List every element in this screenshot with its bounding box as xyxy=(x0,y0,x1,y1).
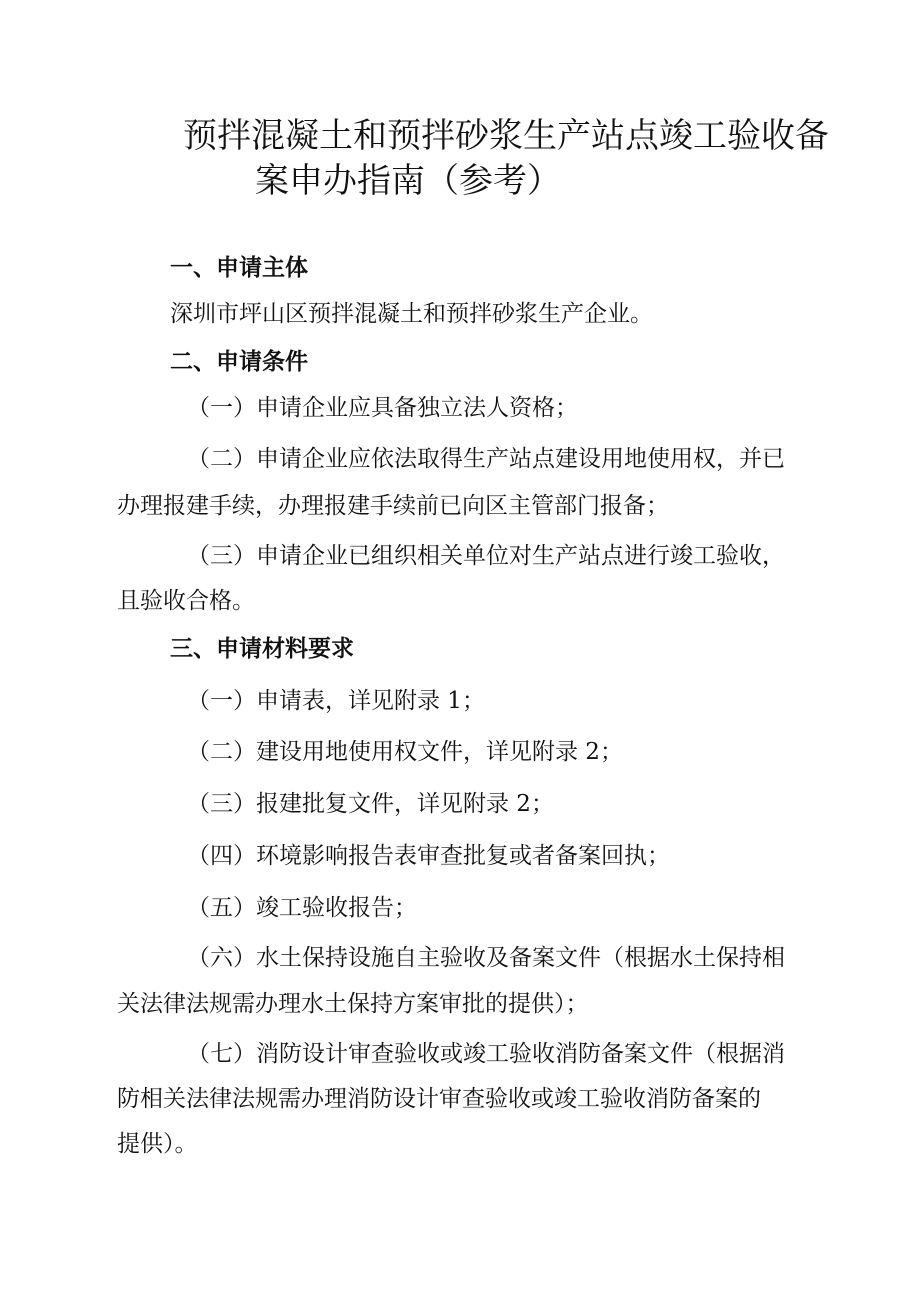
section-3-item-3: （三）报建批复文件，详见附录 2； xyxy=(187,791,554,817)
section-3-item-7-line-2: 防相关法律法规需办理消防设计审查验收或竣工验收消防备案的 xyxy=(117,1086,761,1112)
section-3-item-6-line-2: 关法律法规需办理水土保持方案审批的提供）； xyxy=(117,991,589,1017)
section-3-item-7-line-1: （七）消防设计审查验收或竣工验收消防备案文件（根据消 xyxy=(187,1041,785,1067)
section-3-item-2: （二）建设用地使用权文件，详见附录 2； xyxy=(187,739,623,765)
document-title-line-2: 案申办指南（参考） xyxy=(255,161,561,201)
section-2-item-3-line-2: 且验收合格。 xyxy=(117,588,255,614)
section-2-item-2-line-2: 办理报建手续，办理报建手续前已向区主管部门报备； xyxy=(117,493,669,519)
section-3-item-5: （五）竣工验收报告； xyxy=(187,895,417,921)
section-3-item-4: （四）环境影响报告表审查批复或者备案回执； xyxy=(187,843,670,869)
document-title-line-1: 预拌混凝土和预拌砂浆生产站点竣工验收备 xyxy=(183,116,829,156)
section-3-heading: 三、申请材料要求 xyxy=(170,636,354,662)
section-2-item-3-line-1: （三）申请企业已组织相关单位对生产站点进行竣工验收， xyxy=(187,543,785,569)
section-3-item-7-line-3: 提供）。 xyxy=(117,1131,198,1157)
section-2-item-1: （一）申请企业应具备独立法人资格； xyxy=(187,395,578,421)
section-3-item-6-line-1: （六）水土保持设施自主验收及备案文件（根据水土保持相 xyxy=(187,945,785,971)
section-3-item-1: （一）申请表，详见附录 1； xyxy=(187,688,485,714)
section-1-body: 深圳市坪山区预拌混凝土和预拌砂浆生产企业。 xyxy=(170,301,653,327)
section-2-item-2-line-1: （二）申请企业应依法取得生产站点建设用地使用权，并已 xyxy=(187,446,785,472)
section-1-heading: 一、申请主体 xyxy=(170,255,308,281)
section-2-heading: 二、申请条件 xyxy=(170,349,308,375)
